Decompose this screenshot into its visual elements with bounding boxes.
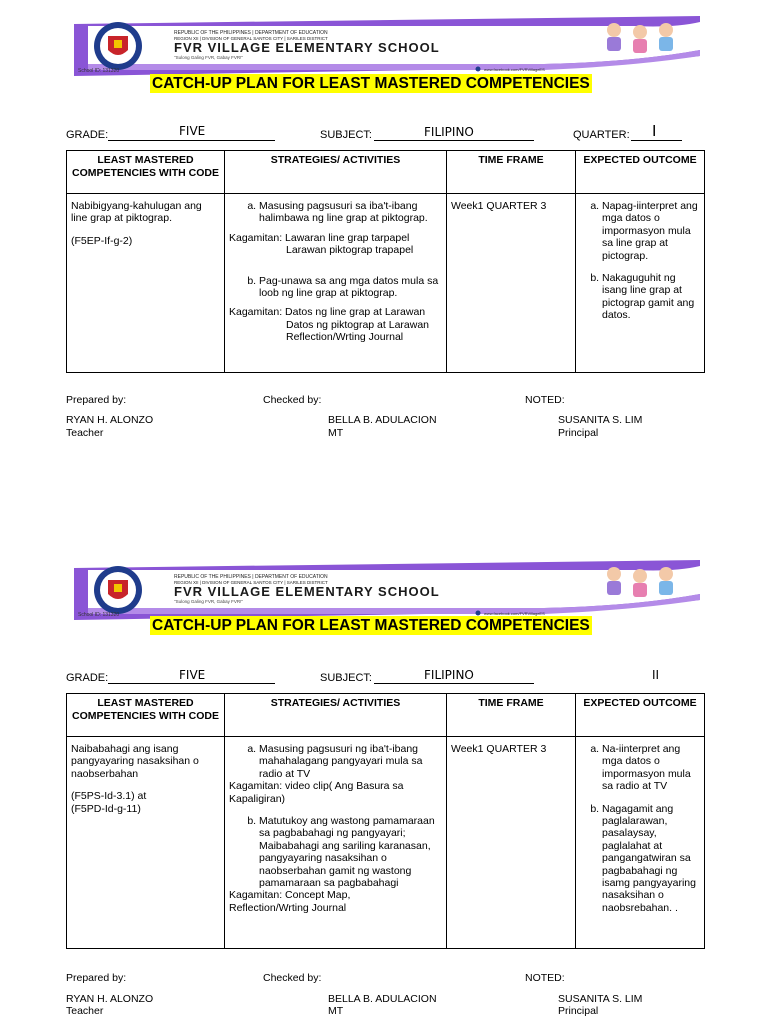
subject-label: SUBJECT:: [320, 129, 372, 141]
subject-underline: [374, 683, 534, 684]
page-title: CATCH-UP PLAN FOR LEAST MASTERED COMPETENCIES: [152, 75, 590, 92]
strategy-b: b. Pag-unawa sa ang mga datos mula sa loob ng line grap at piktograp.: [259, 275, 442, 300]
header-time-frame: TIME FRAME: [447, 694, 576, 737]
checked-by-label: Checked by:: [263, 972, 322, 984]
noted-label: NOTED:: [525, 394, 565, 406]
table-header-row: [67, 694, 705, 737]
svg-text:REGION XII | DIVISION OF GENER: REGION XII | DIVISION OF GENERAL SANTOS CITY | SARILES DISTRICT: [174, 580, 328, 585]
table-row: [67, 194, 705, 373]
competency-cell: [67, 194, 225, 373]
outcome-a: a. Na-iinterpret ang mga datos o impormasyon mula sa radio at TV: [602, 743, 700, 793]
grade-value: FIVE: [179, 124, 206, 138]
facebook-link: www.facebook.com/FVRVillageES: [484, 611, 545, 616]
svg-text:"Sulong Galing FVR, Gabay FVR!: "Sulong Galing FVR, Gabay FVR!": [174, 599, 243, 604]
outcome-cell: [576, 737, 705, 949]
competency-code-2: (F5PD-Id-g-11): [71, 802, 141, 815]
facebook-link: www.facebook.com/FVRVillageES: [484, 67, 545, 72]
school-seal-text: [78, 612, 119, 618]
materials-a: Kagamitan: video clip( Ang Basura sa Kapaligiran): [229, 780, 404, 805]
competency-cell: [67, 737, 225, 949]
quarter-value: II: [652, 668, 660, 682]
strategy-b: b. Matutukoy ang wastong pamamaraan sa pagbabahagi ng pangyayari; Maibabahagi ang sariling karanasan, pangyayaring nasaksihan o naobserbahan gamit ng wastong pamamaraan sa pagbabahagi: [259, 815, 442, 889]
grade-label: GRADE:: [66, 672, 109, 684]
competency-text: Naibabahagi ang isang pangyayaring nasaksihan o naobserbahan: [71, 743, 199, 780]
school-seal-icon: [94, 22, 142, 70]
school-seal-text: [78, 68, 119, 74]
checked-by-label: Checked by:: [263, 394, 322, 406]
checked-by-role: MT: [328, 1005, 344, 1017]
header-expected-outcome: EXPECTED OUTCOME: [576, 694, 705, 737]
grade-underline: [108, 140, 275, 141]
plan-section-2: [0, 512, 768, 1024]
strategies-cell: [225, 194, 447, 373]
quarter-label: QUARTER:: [573, 129, 630, 141]
svg-text:School ID: 131320: School ID: 131320: [78, 68, 120, 74]
prepared-by-label: Prepared by:: [66, 972, 127, 984]
children-illustration-icon: [607, 567, 673, 597]
school-banner: [74, 16, 700, 76]
time-frame-text: Week1 QUARTER 3: [451, 200, 547, 212]
facebook-icon: [476, 67, 481, 72]
svg-text:FVR VILLAGE ELEMENTARY SCHOOL: FVR VILLAGE ELEMENTARY SCHOOL: [174, 584, 440, 599]
checked-by-name: BELLA B. ADULACION: [328, 414, 437, 426]
quarter-underline: [631, 140, 682, 141]
noted-role: Principal: [558, 427, 599, 439]
prepared-by-label: Prepared by:: [66, 394, 127, 406]
strategy-a: a. Masusing pagsusuri ng iba't-ibang mahahalagang pangyayari mula sa radio at TV: [259, 743, 442, 780]
facebook-icon: [476, 611, 481, 616]
noted-name: SUSANITA S. LIM: [558, 414, 643, 426]
time-frame-cell: [447, 194, 576, 373]
prepared-by-name: RYAN H. ALONZO: [66, 414, 154, 426]
svg-text:FVR VILLAGE ELEMENTARY SCHOOL: FVR VILLAGE ELEMENTARY SCHOOL: [174, 40, 440, 55]
svg-text:REPUBLIC OF THE PHILIPPINES |: REPUBLIC OF THE PHILIPPINES | DEPARTMENT OF EDUCATION: [174, 574, 328, 580]
svg-text:"Sulong Galing FVR, Gabay FVR!: "Sulong Galing FVR, Gabay FVR!": [174, 55, 243, 60]
outcome-a: a. Napag-iinterpret ang mga datos o impormasyon mula sa line grap at pictograp.: [602, 200, 700, 262]
subject-value: FILIPINO: [424, 125, 474, 139]
subject-label: SUBJECT:: [320, 672, 372, 684]
svg-text:REGION XII | DIVISION OF GENER: REGION XII | DIVISION OF GENERAL SANTOS CITY | SARILES DISTRICT: [174, 36, 328, 41]
time-frame-cell: [447, 737, 576, 949]
catch-up-plan-table: [66, 150, 705, 373]
header-time-frame: TIME FRAME: [447, 151, 576, 194]
checked-by-name: BELLA B. ADULACION: [328, 993, 437, 1005]
checked-by-role: MT: [328, 427, 344, 439]
materials-b-line1: Kagamitan: Concept Map,: [229, 889, 351, 902]
strategy-a: a. Masusing pagsusuri sa iba't-ibang halimbawa ng line grap at piktograp.: [259, 200, 442, 225]
header-strategies: STRATEGIES/ ACTIVITIES: [225, 151, 447, 194]
outcome-b: b. Nagagamit ang paglalarawan, pasalaysay, paglalahat at pangangatwiran sa pagbabahagi ng isamg pangyayaring nasaksihan o naobsrebahan. .: [602, 803, 700, 915]
materials-a-line2: Larawan piktograp trapapel: [286, 244, 414, 257]
page-title: CATCH-UP PLAN FOR LEAST MASTERED COMPETENCIES: [152, 617, 590, 634]
table-header-row: [67, 151, 705, 194]
competency-code: (F5EP-If-g-2): [71, 234, 133, 247]
prepared-by-role: Teacher: [66, 1005, 104, 1017]
header-competencies: LEAST MASTERED COMPETENCIES WITH CODE: [67, 151, 225, 194]
materials-b-line3: Reflection/Wrting Journal: [286, 331, 404, 344]
header-competencies: LEAST MASTERED COMPETENCIES WITH CODE: [67, 694, 225, 737]
school-banner: [74, 560, 700, 620]
catch-up-plan-table: [66, 693, 705, 949]
prepared-by-name: RYAN H. ALONZO: [66, 993, 154, 1005]
materials-b-line2: Datos ng piktograp at Larawan: [286, 318, 430, 331]
grade-value: FIVE: [179, 668, 206, 682]
svg-text:School ID: 131320: School ID: 131320: [78, 612, 120, 618]
outcome-b: b. Nakaguguhit ng isang line grap at pictograp gamit ang datos.: [602, 272, 700, 322]
time-frame-text: Week1 QUARTER 3: [451, 743, 547, 755]
subject-underline: [374, 140, 534, 141]
table-row: [67, 737, 705, 949]
strategies-cell: [225, 737, 447, 949]
header-strategies: STRATEGIES/ ACTIVITIES: [225, 694, 447, 737]
materials-b-line2: Reflection/Wrting Journal: [229, 901, 347, 914]
children-illustration-icon: [607, 23, 673, 53]
header-expected-outcome: EXPECTED OUTCOME: [576, 151, 705, 194]
grade-label: GRADE:: [66, 129, 109, 141]
competency-text: Nabibigyang-kahulugan ang line grap at piktograp.: [71, 200, 202, 225]
materials-a-line1: Kagamitan: Lawaran line grap tarpapel: [229, 231, 410, 244]
materials-b-line1: Kagamitan: Datos ng line grap at Larawan: [229, 306, 426, 319]
noted-role: Principal: [558, 1005, 599, 1017]
quarter-value: I: [652, 122, 657, 140]
outcome-cell: [576, 194, 705, 373]
svg-text:REPUBLIC OF THE PHILIPPINES |: REPUBLIC OF THE PHILIPPINES | DEPARTMENT OF EDUCATION: [174, 30, 328, 36]
noted-name: SUSANITA S. LIM: [558, 993, 643, 1005]
grade-underline: [108, 683, 275, 684]
subject-value: FILIPINO: [424, 668, 474, 682]
school-seal-icon: [94, 566, 142, 614]
prepared-by-role: Teacher: [66, 427, 104, 439]
competency-code-1: (F5PS-Id-3.1) at: [71, 790, 147, 803]
noted-label: NOTED:: [525, 972, 565, 984]
